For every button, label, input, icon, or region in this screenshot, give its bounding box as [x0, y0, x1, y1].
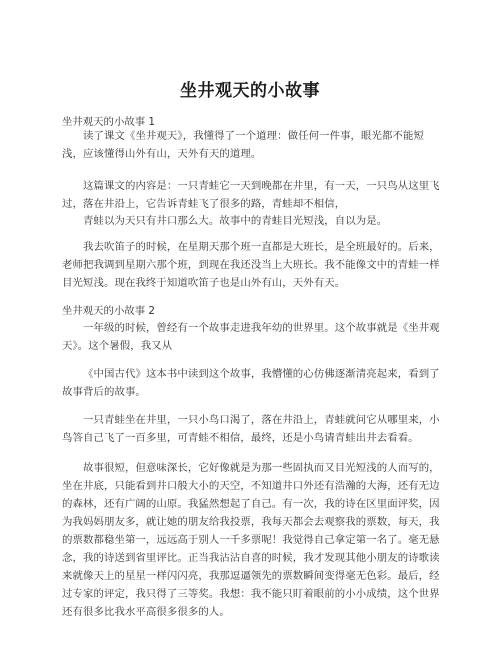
section-heading-1: 坐井观天的小故事 1 [62, 116, 156, 128]
paragraph: 我去吹笛子的时候，在星期天那个班一直都是大班长，是全班最好的。后来，老师把我调到星期六那个班，到现在我还没当上大班长。我不能像文中的青蛙一样目光短浅。现在我终于知道吹笛子也是山外有山，天外有天。 [62, 241, 440, 289]
paragraph: 这篇课文的内容是：一只青蛙它一天到晚都在井里，有一天，一只鸟从这里飞过，落在井沿上，它告诉青蛙飞了很多的路，青蛙却不相信， [62, 180, 440, 210]
paragraph: 一只青蛙坐在井里，一只小鸟口渴了，落在井沿上，青蛙就问它从哪里来，小鸟答自己飞了一百多里，可青蛙不相信，最终，还是小鸟请青蛙出井去看看。 [62, 414, 440, 444]
paragraph: 青蛙以为天只有井口那么大。故事中的青蛙目光短浅，自以为是。 [83, 215, 388, 227]
paragraph: 一年级的时候，曾经有一个故事走进我年幼的世界里。这个故事就是《坐井观天》。这个暑假，我又从 [62, 322, 440, 352]
document-title: 坐井观天的小故事 [180, 81, 320, 101]
paragraph: 故事很短，但意味深长，它好像就是为那一些固执而又目光短浅的人而写的，坐在井底，只能看到井口般大小的天空，不知道井口外还有浩瀚的大海，还有无边的森林，还有广阔的山原。我猛然想起了自己。有一次，我的诗在区里面评奖，因为我妈妈朋友多，就让她的朋友给我投票，我每天都会去观察我的票数，每天，我的票数都稳坐第一，远远高于别人一千多票呢！我觉得自己拿定第一名了。毫无悬念，我的诗送到省里评比。正当我沾沾自喜的时候，我才发现其他小朋友的诗歌读来就像天上的星星一样闪闪亮，我那逗逼领先的票数瞬间变得毫无色彩。最后，经过专家的评定，我只得了三等奖。我想：我不能只盯着眼前的小小成绩，这个世界还有很多比我水平高很多很多的人。 [62, 462, 440, 618]
paragraph: 《中国古代》这本书中读到这个故事，我懵懂的心仿佛逐渐清亮起来，看到了故事背后的故事。 [62, 368, 440, 398]
section-heading-2: 坐井观天的小故事 2 [62, 305, 156, 317]
paragraph: 读了课文《坐井观天》，我懂得了一个道理：做任何一件事，眼光都不能短浅，应该懂得山外有山，天外有天的道理。 [62, 130, 424, 160]
